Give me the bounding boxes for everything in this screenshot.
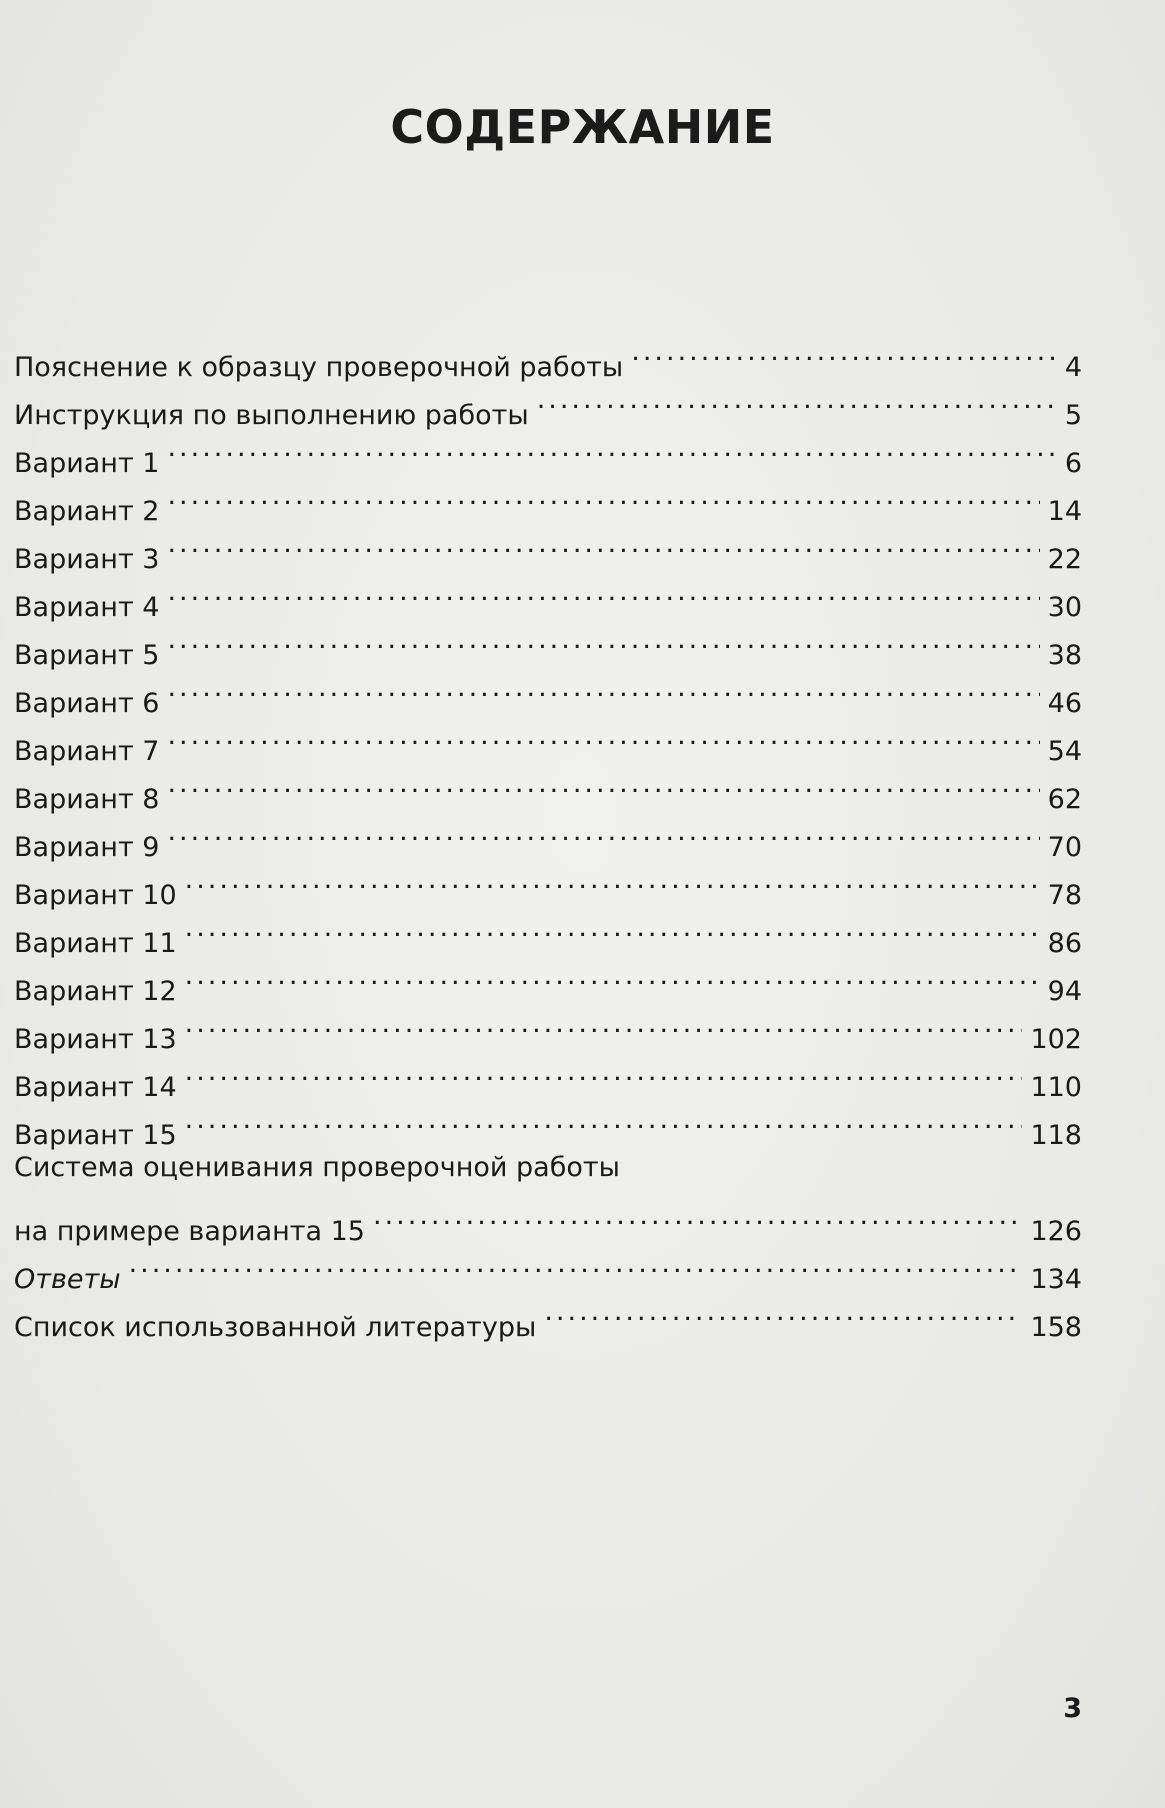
toc-entry-label: Инструкция по выполнению работы (14, 400, 529, 431)
toc-entry-label: Система оценивания проверочной работы (14, 1152, 620, 1183)
toc-entry-page: 5 (1064, 400, 1082, 431)
toc-entry-label: Вариант 2 (14, 496, 160, 527)
table-of-contents (14, 328, 1082, 1343)
toc-entry[interactable] (14, 1288, 1082, 1343)
toc-entry-page: 30 (1047, 592, 1082, 623)
toc-entry-label: на примере варианта 15 (14, 1216, 365, 1247)
toc-entry-label: Вариант 15 (14, 1120, 177, 1151)
toc-entry[interactable] (14, 424, 1082, 479)
toc-entry-label: Вариант 10 (14, 880, 177, 911)
toc-entry[interactable] (14, 808, 1082, 863)
toc-leader-dots (167, 424, 1056, 472)
toc-entry-page: 14 (1047, 496, 1082, 527)
toc-entry-page: 38 (1047, 640, 1082, 671)
toc-entry-page: 22 (1047, 544, 1082, 575)
toc-entry-continued[interactable] (14, 1144, 1082, 1192)
page-number: 3 (1063, 1693, 1082, 1724)
toc-entry-page: 118 (1030, 1120, 1082, 1151)
toc-leader-dots (167, 808, 1039, 856)
toc-entry-page: 4 (1064, 352, 1082, 383)
toc-entry-label: Пояснение к образцу проверочной работы (14, 352, 624, 383)
toc-leader-dots (167, 520, 1039, 568)
toc-leader-dots (185, 1048, 1023, 1096)
toc-entry[interactable] (14, 664, 1082, 719)
toc-entry-page: 62 (1047, 784, 1082, 815)
toc-leader-dots (185, 952, 1040, 1000)
toc-entry-answers[interactable] (14, 1240, 1082, 1295)
toc-entry-label: Ответы (14, 1264, 121, 1295)
toc-entry-label: Вариант 1 (14, 448, 160, 479)
toc-entry[interactable] (14, 328, 1082, 383)
toc-entry[interactable] (14, 712, 1082, 767)
toc-leader-dots (167, 712, 1039, 760)
toc-entry-label: Вариант 11 (14, 928, 177, 959)
toc-entry-label: Список использованной литературы (14, 1312, 537, 1343)
toc-entry[interactable] (14, 520, 1082, 575)
toc-leader-dots (185, 1000, 1023, 1048)
toc-entry[interactable] (14, 1192, 1082, 1247)
toc-leader-dots (167, 616, 1039, 664)
toc-entry-label: Вариант 9 (14, 832, 160, 863)
toc-entry-page: 70 (1047, 832, 1082, 863)
toc-entry-page: 134 (1030, 1264, 1082, 1295)
toc-entry-label: Вариант 14 (14, 1072, 177, 1103)
toc-entry-label: Вариант 5 (14, 640, 160, 671)
toc-leader-dots (167, 568, 1039, 616)
toc-entry-page: 86 (1047, 928, 1082, 959)
toc-entry[interactable] (14, 568, 1082, 623)
toc-leader-dots (544, 1288, 1022, 1336)
toc-entry-label: Вариант 12 (14, 976, 177, 1007)
toc-entry-page: 126 (1030, 1216, 1082, 1247)
page-title: СОДЕРЖАНИЕ (390, 100, 775, 154)
toc-entry-page: 46 (1047, 688, 1082, 719)
toc-entry-page: 6 (1064, 448, 1082, 479)
toc-entry[interactable] (14, 760, 1082, 815)
toc-entry-label: Вариант 13 (14, 1024, 177, 1055)
toc-leader-dots (373, 1192, 1022, 1240)
toc-entry-page: 78 (1047, 880, 1082, 911)
toc-entry-label: Вариант 8 (14, 784, 160, 815)
toc-entry-page: 102 (1030, 1024, 1082, 1055)
toc-leader-dots (167, 760, 1039, 808)
toc-entry-label: Вариант 6 (14, 688, 160, 719)
toc-entry-page: 94 (1047, 976, 1082, 1007)
toc-entry-page: 110 (1030, 1072, 1082, 1103)
toc-leader-dots (167, 664, 1039, 712)
toc-leader-dots (167, 472, 1039, 520)
toc-entry-page: 158 (1030, 1312, 1082, 1343)
toc-leader-dots (185, 856, 1040, 904)
toc-leader-dots (631, 328, 1057, 376)
toc-entry[interactable] (14, 472, 1082, 527)
toc-entry[interactable] (14, 616, 1082, 671)
toc-entry[interactable] (14, 856, 1082, 911)
toc-leader-dots (129, 1240, 1023, 1288)
toc-leader-dots (537, 376, 1057, 424)
toc-entry-page: 54 (1047, 736, 1082, 767)
toc-entry-label: Вариант 7 (14, 736, 160, 767)
toc-leader-dots (185, 1096, 1023, 1144)
toc-entry-label: Вариант 3 (14, 544, 160, 575)
toc-leader-dots (185, 904, 1040, 952)
toc-entry-label: Вариант 4 (14, 592, 160, 623)
